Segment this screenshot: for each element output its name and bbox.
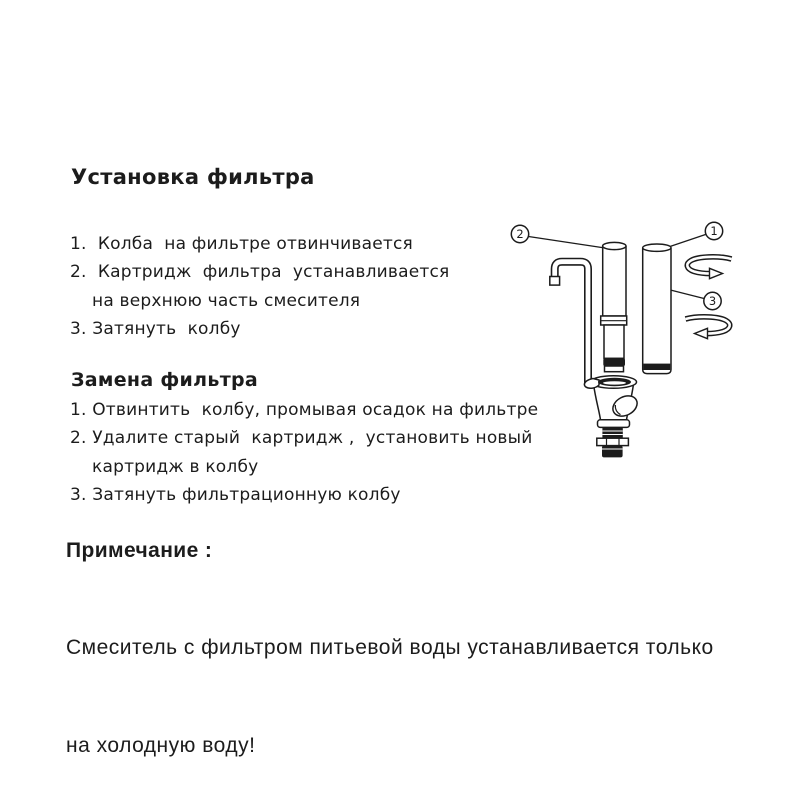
arrow-top-head	[710, 268, 723, 278]
faucet-inlet-tip	[602, 446, 623, 458]
callout-1-number: 1	[710, 224, 718, 239]
rotate-counterclockwise-arrow-icon	[687, 257, 731, 279]
callout-3-number: 3	[708, 294, 717, 309]
note-line-2: на холодную воду!	[66, 733, 256, 757]
arrow-bottom-head	[695, 328, 708, 338]
faucet-filter-diagram	[495, 215, 740, 465]
callout-1-leader-line	[667, 235, 706, 248]
faucet-body	[584, 376, 640, 458]
callout-1	[705, 222, 722, 239]
filter-housing	[643, 244, 671, 374]
note-line-1: Смеситель с фильтром питьевой воды устанавливается только	[66, 636, 714, 659]
faucet-spout	[550, 262, 588, 383]
faucet-bell-opening-inner	[603, 381, 626, 384]
replace-step-3: 3. Затянуть фильтрационную колбу	[70, 484, 401, 505]
install-section-title: Установка фильтра	[71, 165, 315, 189]
install-steps-list	[70, 230, 449, 343]
faucet-base-collar	[598, 420, 630, 428]
cartridge-connector-band	[605, 366, 624, 372]
callout-2	[511, 225, 528, 242]
callout-3	[704, 292, 721, 309]
cartridge-body	[603, 246, 626, 316]
callout-2-leader-line	[529, 237, 606, 249]
install-step-1: 1. Колба на фильтре отвинчивается	[70, 234, 413, 254]
rotate-clockwise-arrow-icon	[686, 317, 730, 339]
callout-2-number: 2	[516, 227, 524, 242]
replace-step-2-continued: картридж в колбу	[92, 456, 259, 477]
spout-nozzle-tip	[550, 277, 560, 286]
housing-bottom-band	[644, 364, 671, 370]
note-body	[66, 567, 714, 800]
housing-body	[643, 248, 671, 374]
cartridge-top-cap	[603, 242, 626, 249]
housing-top-cap	[643, 244, 671, 251]
install-step-2: 2. Картридж фильтра устанавливается	[70, 262, 450, 283]
replace-step-1: 1. Отвинтить колбу, промывая осадок на фильтре	[70, 400, 539, 420]
replace-step-2: 2. Удалите старый картридж , установить новый	[70, 428, 533, 449]
faucet-mounting-nut	[597, 438, 629, 445]
cartridge-o-ring	[603, 358, 625, 366]
replace-steps-list	[70, 396, 538, 509]
install-step-2-continued: на верхнюю часть смесителя	[92, 290, 361, 311]
install-step-3: 3. Затянуть колбу	[70, 318, 241, 339]
filter-cartridge	[601, 242, 627, 371]
note-title: Примечание :	[66, 539, 213, 562]
faucet-threaded-shank	[602, 427, 622, 438]
cartridge-stem	[604, 325, 624, 358]
replace-section-title: Замена фильтра	[71, 369, 259, 391]
